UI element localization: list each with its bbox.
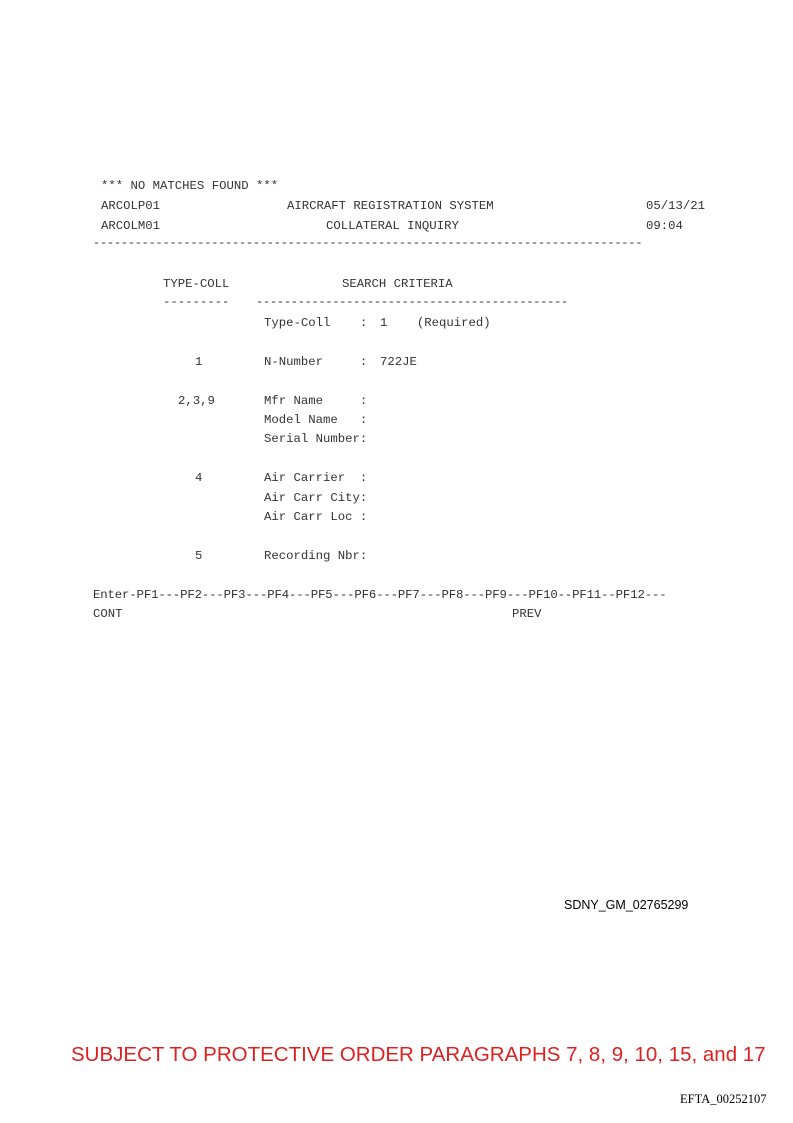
air-carr-loc-label: Air Carr Loc :: [264, 510, 368, 524]
screen-date: 05/13/21: [646, 199, 706, 213]
type-code-2-3-9: 2,3,9: [178, 394, 215, 408]
type-code-1: 1: [195, 355, 203, 369]
serial-number-label: Serial Number:: [264, 432, 368, 446]
mfr-name-label: Mfr Name :: [264, 394, 368, 408]
map-id: ARCOLM01: [101, 219, 161, 233]
screen-time: 09:04: [646, 219, 683, 233]
type-coll-label: Type-Coll :: [264, 316, 368, 330]
search-criteria-header: SEARCH CRITERIA: [342, 277, 453, 291]
program-id: ARCOLP01: [101, 199, 161, 213]
header-separator: -------------------------------------------------------------------------------: [93, 236, 643, 250]
type-coll-header: TYPE-COLL: [163, 277, 230, 291]
type-coll-underline: ---------: [163, 295, 230, 309]
status-message: *** NO MATCHES FOUND ***: [101, 179, 279, 193]
pf-prev-label[interactable]: PREV: [512, 607, 542, 621]
model-name-label: Model Name :: [264, 413, 368, 427]
bates-number: SDNY_GM_02765299: [564, 898, 689, 912]
search-criteria-underline: ---------------------------------------------: [256, 295, 568, 309]
system-title: AIRCRAFT REGISTRATION SYSTEM: [287, 199, 494, 213]
efta-number: EFTA_00252107: [680, 1092, 767, 1106]
protective-order-stamp: SUBJECT TO PROTECTIVE ORDER PARAGRAPHS 7, 8, 9, 10, 15, and 17: [71, 1043, 766, 1066]
air-carr-city-label: Air Carr City:: [264, 491, 368, 505]
type-code-5: 5: [195, 549, 203, 563]
n-number-label: N-Number :: [264, 355, 368, 369]
screen-title: COLLATERAL INQUIRY: [326, 219, 459, 233]
type-coll-value[interactable]: 1 (Required): [380, 316, 491, 330]
pf-key-bar: Enter-PF1---PF2---PF3---PF4---PF5---PF6---PF7---PF8---PF9---PF10--PF11--PF12---: [93, 588, 667, 602]
pf-cont-label[interactable]: CONT: [93, 607, 123, 621]
n-number-value[interactable]: 722JE: [380, 355, 417, 369]
recording-nbr-label: Recording Nbr:: [264, 549, 368, 563]
air-carrier-label: Air Carrier :: [264, 471, 368, 485]
type-code-4: 4: [195, 471, 203, 485]
